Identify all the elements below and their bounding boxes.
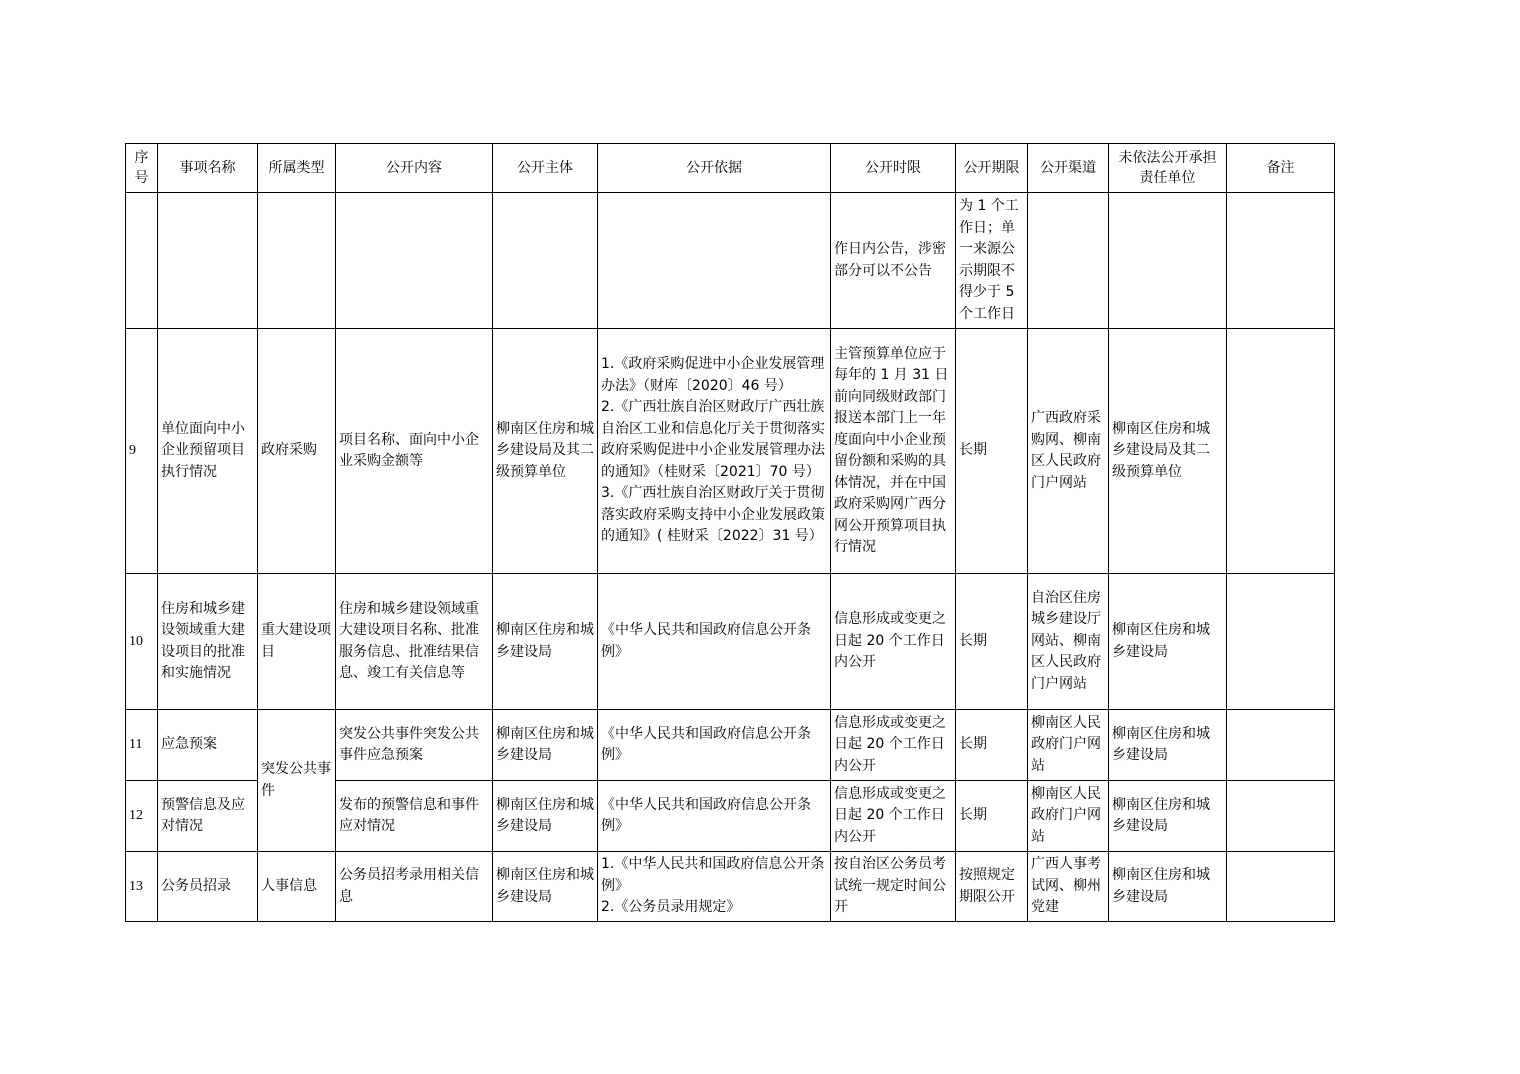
cell-period: 按照规定期限公开 [956,852,1028,922]
cell-responsible [1109,193,1227,329]
cell-basis [598,710,831,781]
cell-channel [1028,193,1109,329]
cell-time-limit: 信息形成或变更之日起 20 个工作日内公开 [831,710,956,781]
cell-time-limit: 按自治区公务员考试统一规定时间公开 [831,852,956,922]
cell-responsible: 柳南区住房和城乡建设局 [1109,781,1227,852]
cell-remarks [1227,710,1335,781]
cell-seq: 9 [126,329,158,574]
header-responsible: 未依法公开承担责任单位 [1109,144,1227,193]
cell-category: 政府采购 [258,329,336,574]
cell-name: 单位面向中小企业预留项目执行情况 [158,329,258,574]
header-period: 公开期限 [956,144,1028,193]
cell-name: 公务员招录 [158,852,258,922]
cell-category [258,193,336,329]
cell-basis [598,329,831,574]
basis-item: 3.《广西壮族自治区财政厅关于贯彻落实政府采购支持中小企业发展政策的通知》( 桂财采〔2022〕31 号） [601,485,825,545]
disclosure-table [125,143,1335,922]
cell-name: 预警信息及应对情况 [158,781,258,852]
cell-responsible: 柳南区住房和城乡建设局 [1109,852,1227,922]
cell-category: 重大建设项目 [258,574,336,710]
basis-item: 《中华人民共和国政府信息公开条例》 [601,725,811,763]
cell-responsible: 柳南区住房和城乡建设局 [1109,574,1227,710]
table-row [126,329,1335,574]
header-content: 公开内容 [336,144,493,193]
header-time-limit: 公开时限 [831,144,956,193]
cell-subject: 柳南区住房和城乡建设局及其二级预算单位 [493,329,598,574]
cell-time-limit: 信息形成或变更之日起 20 个工作日内公开 [831,781,956,852]
cell-channel: 自治区住房城乡建设厅网站、柳南区人民政府门户网站 [1028,574,1109,710]
cell-period: 长期 [956,329,1028,574]
cell-period: 长期 [956,574,1028,710]
table-row [126,574,1335,710]
basis-item: 1.《政府采购促进中小企业发展管理办法》（财库〔2020〕46 号） [601,356,825,394]
header-basis: 公开依据 [598,144,831,193]
header-subject: 公开主体 [493,144,598,193]
table-row [126,852,1335,922]
cell-seq: 13 [126,852,158,922]
cell-content: 项目名称、面向中小企业采购金额等 [336,329,493,574]
basis-item: 2.《广西壮族自治区财政厅广西壮族自治区工业和信息化厅关于贯彻落实政府采购促进中小企业发展管理办法的通知》（桂财采〔2021〕70 号） [601,399,825,480]
cell-channel: 柳南区人民政府门户网站 [1028,710,1109,781]
basis-item: 《中华人民共和国政府信息公开条例》 [601,796,811,834]
table-row [126,193,1335,329]
cell-period: 为 1 个工作日；单一来源公示期限不得少于 5 个工作日 [956,193,1028,329]
header-channel: 公开渠道 [1028,144,1109,193]
cell-channel: 广西人事考试网、柳州党建 [1028,852,1109,922]
cell-period: 长期 [956,710,1028,781]
cell-channel: 柳南区人民政府门户网站 [1028,781,1109,852]
header-remarks: 备注 [1227,144,1335,193]
cell-channel: 广西政府采购网、柳南区人民政府门户网站 [1028,329,1109,574]
cell-content: 发布的预警信息和事件应对情况 [336,781,493,852]
cell-responsible: 柳南区住房和城乡建设局 [1109,710,1227,781]
cell-seq: 11 [126,710,158,781]
cell-time-limit: 作日内公告，涉密部分可以不公告 [831,193,956,329]
cell-subject: 柳南区住房和城乡建设局 [493,710,598,781]
cell-name: 应急预案 [158,710,258,781]
cell-remarks [1227,574,1335,710]
cell-seq: 12 [126,781,158,852]
cell-period: 长期 [956,781,1028,852]
basis-item: 2.《公务员录用规定》 [601,899,741,916]
cell-responsible: 柳南区住房和城乡建设局及其二级预算单位 [1109,329,1227,574]
cell-category: 人事信息 [258,852,336,922]
cell-subject: 柳南区住房和城乡建设局 [493,781,598,852]
header-seq: 序号 [126,144,158,193]
header-name: 事项名称 [158,144,258,193]
cell-seq: 10 [126,574,158,710]
cell-basis [598,852,831,922]
table-row [126,710,1335,781]
cell-basis [598,193,831,329]
cell-subject: 柳南区住房和城乡建设局 [493,574,598,710]
cell-category: 突发公共事件 [258,710,336,852]
cell-content: 公务员招考录用相关信息 [336,852,493,922]
cell-remarks [1227,329,1335,574]
header-category: 所属类型 [258,144,336,193]
cell-name [158,193,258,329]
basis-item: 1.《中华人民共和国政府信息公开条例》 [601,856,825,894]
cell-remarks [1227,852,1335,922]
cell-basis [598,574,831,710]
cell-subject: 柳南区住房和城乡建设局 [493,852,598,922]
header-row [126,144,1335,193]
cell-remarks [1227,781,1335,852]
cell-time-limit: 主管预算单位应于每年的 1 月 31 日前向同级财政部门报送本部门上一年度面向中小企业预留份额和采购的具体情况，并在中国政府采购网广西分网公开预算项目执行情况 [831,329,956,574]
cell-remarks [1227,193,1335,329]
cell-content: 突发公共事件突发公共事件应急预案 [336,710,493,781]
cell-basis [598,781,831,852]
cell-seq [126,193,158,329]
cell-content: 住房和城乡建设领域重大建设项目名称、批准服务信息、批准结果信息、竣工有关信息等 [336,574,493,710]
basis-item: 《中华人民共和国政府信息公开条例》 [601,622,811,660]
cell-subject [493,193,598,329]
cell-content [336,193,493,329]
cell-time-limit: 信息形成或变更之日起 20 个工作日内公开 [831,574,956,710]
cell-name: 住房和城乡建设领域重大建设项目的批准和实施情况 [158,574,258,710]
